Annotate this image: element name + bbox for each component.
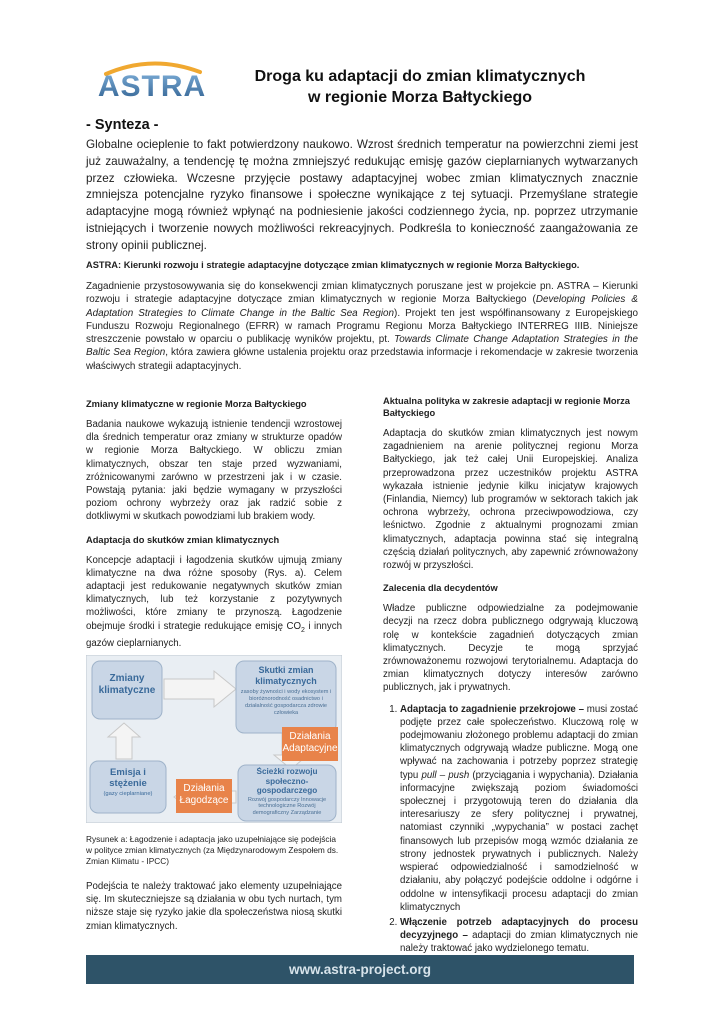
- section-heading: Aktualna polityka w zakresie adaptacji w regionie Morza Bałtyckiego: [383, 396, 630, 418]
- list-item: 2. Włączenie potrzeb adaptacyjnych do procesu decyzyjnego – adaptacji do zmian klimatycznych nie należy traktować jako wydzielonego tematu.: [400, 916, 638, 956]
- section-heading: Zalecenia dla decydentów: [383, 583, 498, 594]
- paragraph: Adaptacja do skutków zmian klimatycznych jest nowym zagadnieniem na arenie politycznej regionu Morza Bałtyckiego, jak też całej Unii Europejskiej. Analiza przeprowadzona przez uczestników projektu ASTRA wykazała istnienie jedynie kilku inicjatyw krajowych (Finlandia, Niemcy) lub programów w sektorach takich jak ochrona wybrzeży, ochrona przeciwpowodziowa, czy leśnictwo. Zgodnie z aktualnymi prognozami zmian klimatycznych, adaptacja powinna stać się integralną częścią działań politycznych, aby zapewnić zrównoważony rozwój w przyszłości.: [383, 428, 638, 572]
- svg-text:ASTRA: ASTRA: [97, 70, 207, 98]
- title-line-2: w regionie Morza Bałtyckiego: [307, 89, 533, 106]
- paragraph: Badania naukowe wykazują istnienie tendencji wzrostowej dla średnich temperatur oraz zmiany w strukturze opadów w regionie Morza Bałtyckiego. W obliczu zmian klimatycznych, obszar ten staje przed wyzwaniami, zróżnicowanymi zarówno w przestrzeni jak i w czasie. Powstają pytania: jaki będzie wymagany w przyszłości poziom ochrony wybrzeży oraz jak radzić sobie z dotkliwymi w skutkach powodziami lub brakiem wody.: [86, 419, 342, 523]
- title-line-1: Droga ku adaptacji do zmian klimatycznych: [254, 68, 586, 85]
- astra-paragraph: Zagadnienie przystosowywania się do konsekwencji zmian klimatycznych poruszane jest w projekcie pn. ASTRA – Kierunki rozwoju i strategie adaptacyjne dotyczące zmian klimatycznych w regionie Morza Bałtyckiego (Developing Policies & Adaptation Strategies to Climate Change in the Baltic Sea Region). Projekt ten jest współfinansowany z Europejskiego Funduszu Rozwoju Regionalnego (EFRR) w ramach Programu Regionu Morza Bałtyckiego INTERREG IIIB. Niniejsze streszczenie powstało w oparciu o publikację wyników projektu, pt. Towards Climate Change Adaptation Strategies in the Baltic Sea Region, która zawiera główne ustalenia projektu oraz przedstawia informacje i rekomendacje w zakresie tworzenia właściwych strategii adaptacyjnych.: [86, 281, 639, 372]
- recommendation-list: [383, 703, 638, 956]
- paragraph: Koncepcje adaptacji i łagodzenia skutków ujmują zmiany klimatyczne na dwa różne sposoby (Rys. a). Celem adaptacji jest redukowanie negatywnych skutków zmian klimatycznych, lub też korzystanie z pozytywnych możliwości, które zmiany te przynoszą. Łagodzenie obejmuje środki i strategie redukujące emisję $CO_2$ i innych gazów cieplarnianych.: [86, 554, 342, 649]
- left-column: [86, 398, 342, 650]
- section-heading: Adaptacja do skutków zmian klimatycznych: [86, 534, 280, 545]
- footer-url[interactable]: www.astra-project.org: [86, 955, 634, 984]
- paragraph: Podejścia te należy traktować jako elementy uzupełniające się. Im skuteczniejsze są działania w obu tych nurtach, tym niższe staje się ryzyko jakie dla społeczeństwa niosą skutki zmian klimatycznych.: [86, 881, 342, 932]
- page-title: [230, 66, 610, 108]
- list-item: 1. Adaptacja to zagadnienie przekrojowe – musi zostać podjęte przez całe społeczeństwo. Kluczową rolę w podejmowaniu złożonego problemu adaptacji do zmian klimatycznych odgrywają władze publiczne. Mogą one wpływać na zachowania i potrzeby poprzez strategię typu pull – push (przyciągania i wypychania). Działania informacyjne zwiększają poziom świadomości społecznej i przygotowują teren do działania dla interesariuszy ze sfery politycznej i prywatnej, natomiast czynniki „wypychania” w postaci zachęt finansowych lub przepisów mogą wzmóc działania ze strony jednostek prywatnych i publicznych. Należy wspierać odpowiedzialność i samodzielność w działaniu, aby połączyć podejście oddolne i odgórne i oddolne w intensyfikacji procesu adaptacji do zmian klimatycznych: [400, 703, 638, 914]
- right-column: [383, 395, 638, 958]
- adaptation-mitigation-diagram: Zmiany klimatyczne Skutki zmian klimatycznych zasoby żywności i wody ekosystem i bioróżnorodność osadnictwo i działalność gospodarcza zdrowie człowieka Działania Adaptacyjne Emisja i stężenie (gazy cieplarniane) Działania Łagodzące Ścieżki rozwoju społeczno-gospodarczego Rozwój gospodarczy Innowacje technologiczne Rozwój demograficzny Zarządzanie: [86, 655, 342, 823]
- subtitle: - Synteza -: [86, 117, 159, 133]
- figure-caption: Rysunek a: Łagodzenie i adaptacja jako uzupełniające się podejścia w polityce zmian klimatycznych (za Międzynarodowym Zespołem ds. Zmian Klimatu - IPCC): [86, 834, 339, 866]
- astra-logo: [96, 58, 208, 98]
- astra-heading: ASTRA: Kierunki rozwoju i strategie adaptacyjne dotyczące zmian klimatycznych w regionie Morza Bałtyckiego.: [86, 260, 580, 270]
- paragraph: Władze publiczne odpowiedzialne za podejmowanie decyzji na rzecz dobra publicznego odgrywają kluczową rolę w kontekście zagadnień dotyczących zmian klimatycznych. Decyzje te mogą sprzyjać zrównoważonemu rozwojowi terytorialnemu. Adaptacja do zmian klimatycznych dotyczy interesów zarówno publicznych, jak i prywatnych.: [383, 603, 638, 694]
- intro-paragraph: Globalne ocieplenie to fakt potwierdzony naukowo. Wzrost średnich temperatur na powierzchni ziemi jest już zauważalny, a tendencję tę można zmniejszyć redukując emisję gazów cieplarnianych wytwarzanych przez człowieka. Wczesne przyjęcie postawy adaptacyjnej wobec zmian klimatycznych znacznie zmniejsza potencjalne ryzyko finansowe i społeczne wynikające z tej sytuacji. Przemyślane strategie adaptacyjne mogą również wpłynąć na podniesienie jakości codziennego życia, np. poprzez utrzymanie istniejących i tworzenie nowych możliwości rekreacyjnych. Podkreśla to konieczność zaangażowania ze strony opinii publicznej.: [86, 138, 638, 252]
- section-heading: Zmiany klimatyczne w regionie Morza Bałtyckiego: [86, 399, 307, 409]
